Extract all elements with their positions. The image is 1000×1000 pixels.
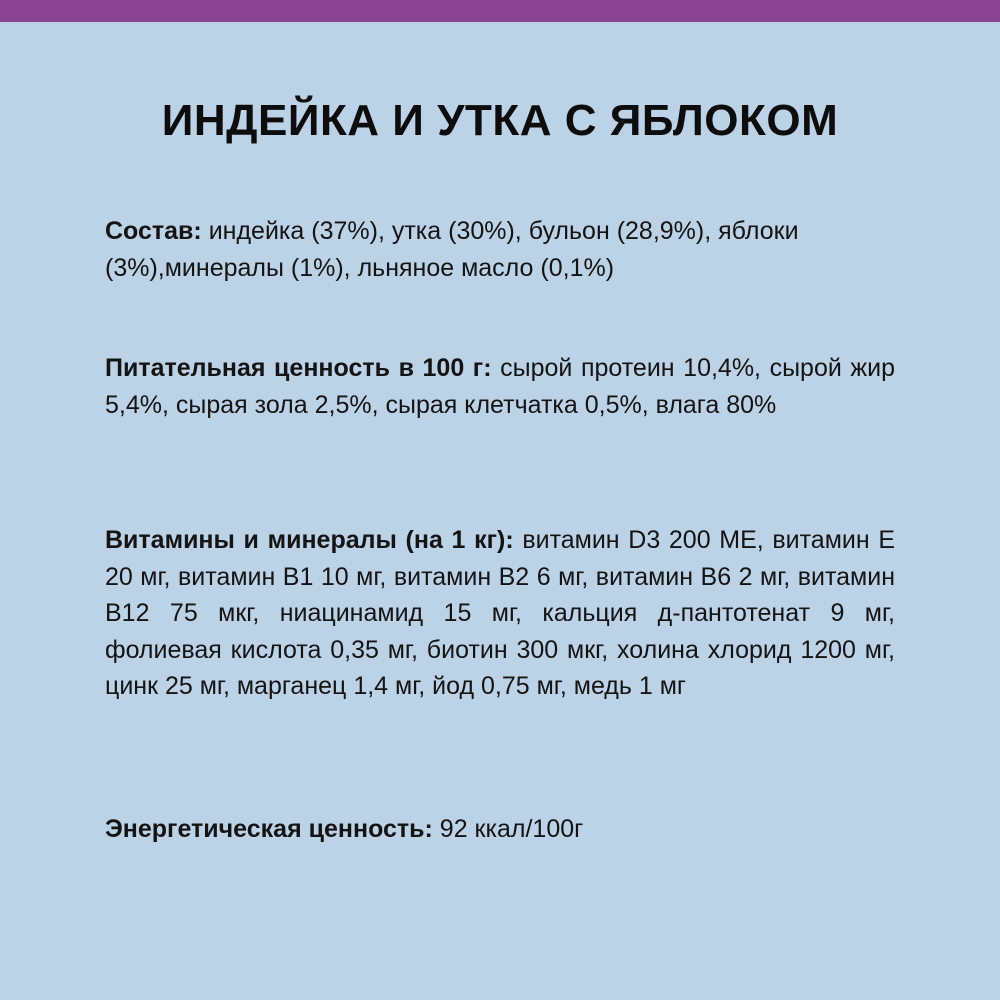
nutrition-section [105,350,895,423]
vitamins-text: витамин D3 200 МЕ, витамин Е 20 мг, витамин В1 10 мг, витамин В2 6 мг, витамин В6 2 мг, витамин В12 75 мкг, ниацинамид 15 мг, кальция д-пантотенат 9 мг, фолиевая кислота 0,35 мг, биотин 300 мкг, холина хлорид 1200 мг, цинк 25 мг, марганец 1,4 мг, йод 0,75 мг, медь 1 мг [105,526,895,700]
vitamins-label: Витамины и минералы (на 1 кг): [105,526,514,554]
top-accent-bar [0,0,1000,22]
energy-text: 92 ккал/100г [432,815,584,843]
vitamins-section [105,522,895,705]
energy-section [105,811,895,848]
energy-label: Энергетическая ценность: [105,815,433,843]
composition-label: Состав: [105,217,202,245]
nutrition-label: Питательная ценность в 100 г: [105,354,492,382]
composition-text: индейка (37%), утка (30%), бульон (28,9%), яблоки (3%),минералы (1%), льняное масло (0,1%) [105,217,799,282]
page-title: ИНДЕЙКА И УТКА С ЯБЛОКОМ [161,96,839,145]
nutrition-text: сырой протеин 10,4%, сырой жир 5,4%, сырая зола 2,5%, сырая клетчатка 0,5%, влага 80% [105,354,895,419]
composition-section [105,213,895,286]
